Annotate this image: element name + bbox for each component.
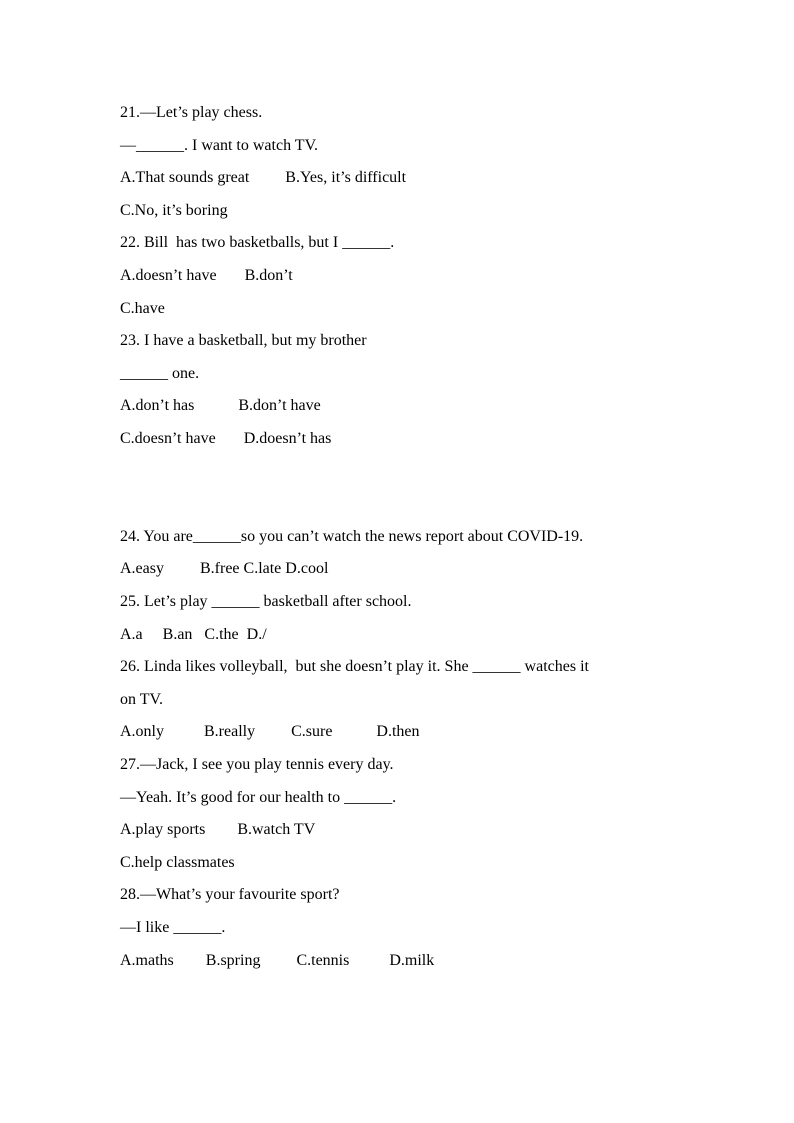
question-23-options-ab: A.don’t has B.don’t have [120,397,321,414]
question-21-response: —______. I want to watch TV. [120,137,319,154]
question-28-stem: 28.—What’s your favourite sport? [120,886,340,903]
question-22-stem: 22. Bill has two basketballs, but I ______. [120,234,395,251]
question-21-option-c: C.No, it’s boring [120,202,228,219]
question-25-options: A.a B.an C.the D./ [120,626,267,643]
question-24-stem: 24. You are______so you can’t watch the news report about COVID-19. [120,528,584,545]
question-28-options: A.maths B.spring C.tennis D.milk [120,952,435,969]
question-26-stem: 26. Linda likes volleyball, but she doesn’t play it. She ______ watches it [120,658,589,675]
question-24-options: A.easy B.free C.late D.cool [120,560,329,577]
question-23-stem-continued: ______ one. [120,365,200,382]
question-26-options: A.only B.really C.sure D.then [120,723,420,740]
question-26-stem-continued: on TV. [120,691,163,708]
question-27-options-ab: A.play sports B.watch TV [120,821,316,838]
question-22-option-c: C.have [120,300,165,317]
question-23-stem: 23. I have a basketball, but my brother [120,332,367,349]
question-21-stem: 21.—Let’s play chess. [120,104,263,121]
question-27-stem: 27.—Jack, I see you play tennis every day. [120,756,394,773]
question-23-options-cd: C.doesn’t have D.doesn’t has [120,430,332,447]
question-27-response: —Yeah. It’s good for our health to ______. [120,789,397,806]
question-28-response: —I like ______. [120,919,226,936]
question-25-stem: 25. Let’s play ______ basketball after school. [120,593,412,610]
question-27-option-c: C.help classmates [120,854,235,871]
question-22-options-ab: A.doesn’t have B.don’t [120,267,293,284]
question-21-options-ab: A.That sounds great B.Yes, it’s difficult [120,169,407,186]
